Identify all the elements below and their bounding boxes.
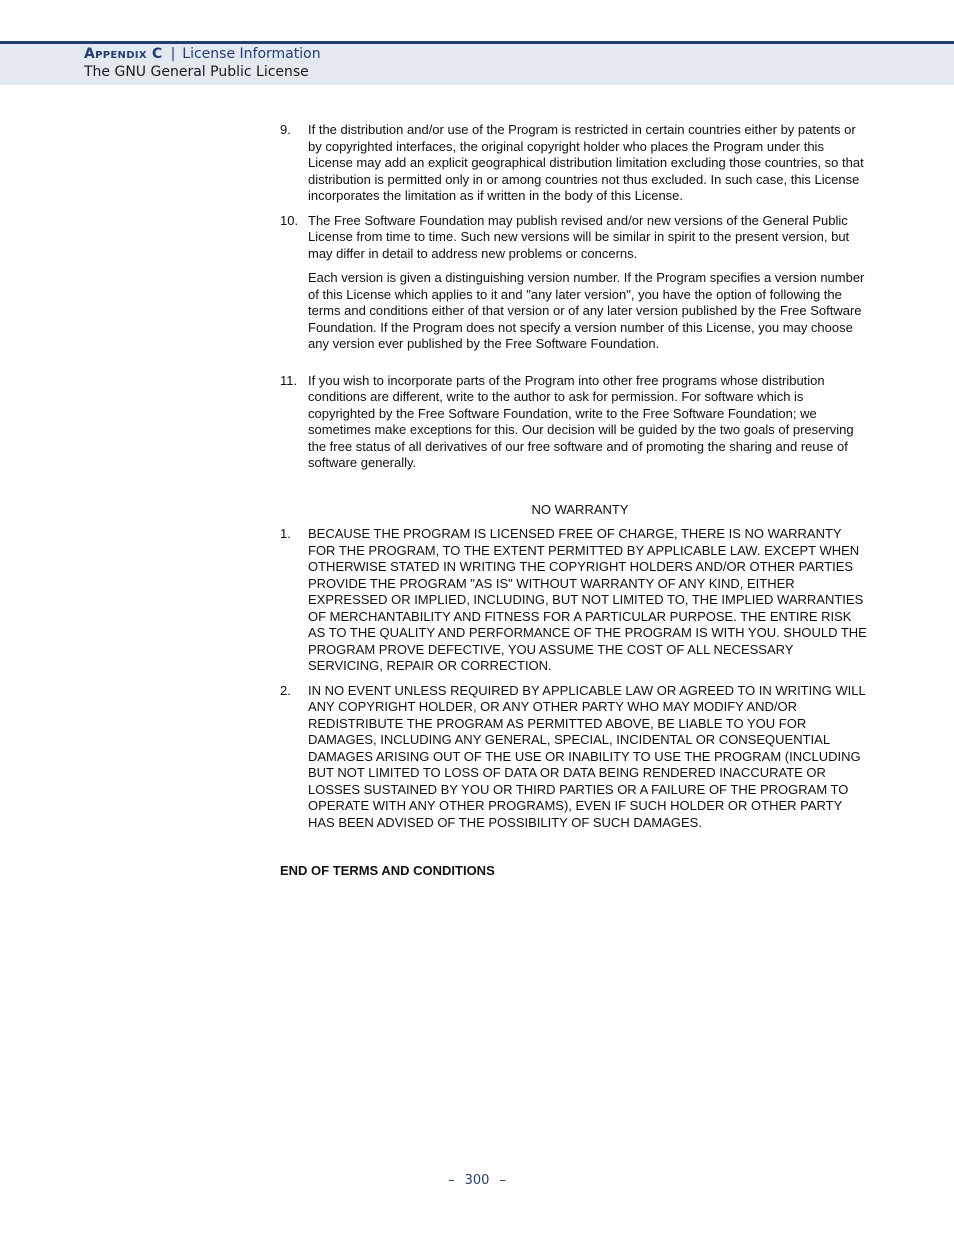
item-number: 1. — [280, 526, 291, 541]
license-body — [280, 122, 870, 880]
license-item-10 — [280, 213, 870, 353]
section-title: License Information — [182, 46, 321, 62]
warranty-item-1 — [280, 526, 870, 675]
warranty-item-2 — [280, 683, 870, 832]
item-paragraph: The Free Software Foundation may publish revised and/or new versions of the General Public License from time to time. Such new versions will be similar in spirit to the present version, but may differ in detail to address new problems or concerns. — [308, 212, 850, 261]
header-subtitle: The GNU General Public License — [84, 64, 309, 80]
item-paragraph: If you wish to incorporate parts of the Program into other free programs whose distribution conditions are different, write to the author to ask for permission. For software which is copyrighted by the Free Software Foundation, write to the Free Software Foundation; we sometimes make exceptions for this. Our decision will be guided by the two goals of preserving the free status of all derivatives of our free software and of promoting the sharing and reuse of software generally. — [308, 372, 854, 470]
item-paragraph: IN NO EVENT UNLESS REQUIRED BY APPLICABLE LAW OR AGREED TO IN WRITING WILL ANY COPYRIGHT HOLDER, OR ANY OTHER PARTY WHO MAY MODIFY AND/OR REDISTRIBUTE THE PROGRAM AS PERMITTED ABOVE, BE LIABLE TO YOU FOR DAMAGES, INCLUDING ANY GENERAL, SPECIAL, INCIDENTAL OR CONSEQUENTIAL DAMAGES ARISING OUT OF THE USE OR INABILITY TO USE THE PROGRAM (INCLUDING BUT NOT LIMITED TO LOSS OF DATA OR DATA BEING RENDERED INACCURATE OR LOSSES SUSTAINED BY YOU OR THIRD PARTIES OR A FAILURE OF THE PROGRAM TO OPERATE WITH ANY OTHER PROGRAMS), EVEN IF SUCH HOLDER OR OTHER PARTY HAS BEEN ADVISED OF THE POSSIBILITY OF SUCH DAMAGES. — [308, 682, 866, 830]
item-number: 2. — [280, 682, 291, 698]
appendix-label: Appendix C — [84, 46, 163, 62]
page-footer — [0, 1173, 954, 1188]
license-item-9 — [280, 122, 870, 205]
item-paragraph: Each version is given a distinguishing version number. If the Program specifies a version number of this License which applies to it and "any later version", you have the option of following the terms and conditions either of that version or of any later version published by the Free Software Foundation. If the Program does not specify a version number of this License, you may choose any version ever published by the Free Software Foundation. — [308, 270, 865, 351]
header-separator: | — [170, 46, 176, 62]
license-item-11 — [280, 373, 870, 472]
page-number: 300 — [464, 1173, 490, 1188]
footer-dash-right: – — [499, 1173, 506, 1188]
header-breadcrumb — [84, 45, 321, 63]
footer-dash-left: – — [448, 1173, 455, 1188]
item-paragraph: BECAUSE THE PROGRAM IS LICENSED FREE OF CHARGE, THERE IS NO WARRANTY FOR THE PROGRAM, TO THE EXTENT PERMITTED BY APPLICABLE LAW. EXCEPT WHEN OTHERWISE STATED IN WRITING THE COPYRIGHT HOLDERS AND/OR OTHER PARTIES PROVIDE THE PROGRAM "AS IS" WITHOUT WARRANTY OF ANY KIND, EITHER EXPRESSED OR IMPLIED, INCLUDING, BUT NOT LIMITED TO, THE IMPLIED WARRANTIES OF MERCHANTABILITY AND FITNESS FOR A PARTICULAR PURPOSE. THE ENTIRE RISK AS TO THE QUALITY AND PERFORMANCE OF THE PROGRAM IS WITH YOU. SHOULD THE PROGRAM PROVE DEFECTIVE, YOU ASSUME THE COST OF ALL NECESSARY SERVICING, REPAIR OR CORRECTION. — [308, 526, 867, 673]
no-warranty-heading: NO WARRANTY — [531, 501, 629, 517]
item-number: 9. — [280, 122, 291, 137]
item-number: 11. — [280, 372, 298, 388]
item-paragraph: If the distribution and/or use of the Program is restricted in certain countries either by patents or by copyrighted interfaces, the original copyright holder who places the Program under this License may add an explicit geographical distribution limitation excluding those countries, so that distribution is permitted only in or among countries not thus excluded. In such case, this License incorporates the limitation as if written in the body of this License. — [308, 122, 864, 203]
item-number: 10. — [280, 212, 299, 228]
end-of-terms: END OF TERMS AND CONDITIONS — [280, 863, 495, 878]
